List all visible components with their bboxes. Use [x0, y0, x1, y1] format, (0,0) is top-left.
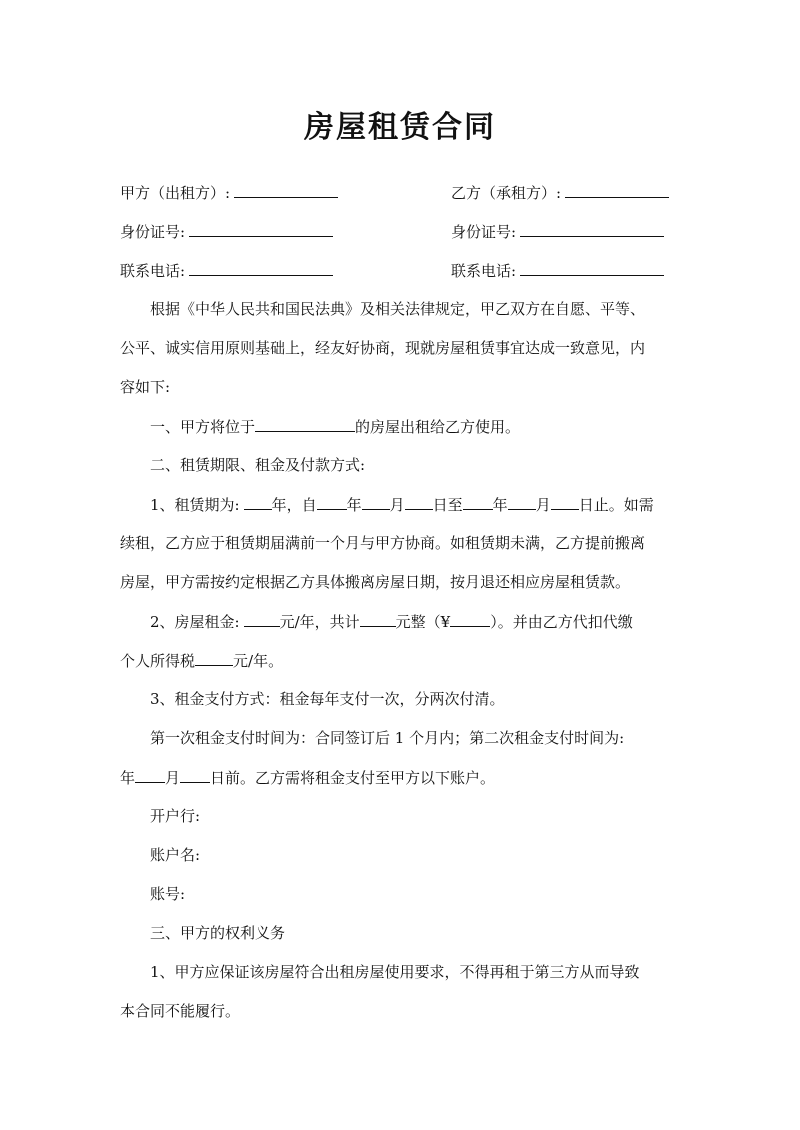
rent-total-text: 元整（¥: [395, 613, 451, 631]
party-a-phone-label: 联系电话:: [120, 262, 186, 280]
rent-line-2: [120, 649, 680, 672]
party-b-id-label: 身份证号:: [451, 223, 517, 241]
intro-line-3: 容如下:: [120, 378, 171, 396]
rent-per-year-text: 元/年，共计: [279, 613, 360, 631]
pay-day-text: 日前。乙方需将租金支付至甲方以下账户。: [210, 769, 496, 787]
party-b-blank[interactable]: [565, 181, 669, 198]
party-a-label: 甲方（出租方）:: [120, 184, 231, 202]
party-b-phone-row: [451, 259, 664, 282]
party-a-row: [120, 181, 338, 204]
start-day-text: 日至: [432, 496, 463, 514]
payment-line-2: 第一次租金支付时间为：合同签订后 1 个月内；第二次租金支付时间为:: [150, 729, 625, 747]
address-blank[interactable]: [255, 415, 355, 432]
clause-3-heading: 三、甲方的权利义务: [150, 924, 286, 942]
lease-term-line-3: 房屋，甲方需按约定根据乙方具体搬离房屋日期，按月退还相应房屋租赁款。: [120, 573, 631, 591]
end-day-text: 日止。如需: [578, 496, 654, 514]
account-number-label: 账号:: [150, 885, 186, 903]
bank-label: 开户行:: [150, 807, 201, 825]
start-month-blank[interactable]: [362, 493, 390, 510]
account-name-label: 账户名:: [150, 846, 201, 864]
clause-1: [120, 415, 710, 438]
rent-total-blank[interactable]: [360, 610, 396, 627]
start-day-blank[interactable]: [405, 493, 433, 510]
party-a-id-blank[interactable]: [189, 220, 333, 237]
term-years-blank[interactable]: [244, 493, 272, 510]
pay-month-blank[interactable]: [135, 766, 165, 783]
pay-day-blank[interactable]: [180, 766, 210, 783]
clause-2-heading: 二、租赁期限、租金及付款方式:: [150, 456, 366, 474]
party-b-id-row: [451, 220, 664, 243]
end-month-text: 月: [535, 496, 551, 514]
party-a-phone-row: [120, 259, 333, 282]
rent-per-year-blank[interactable]: [244, 610, 280, 627]
payment-line-1: 3、租金支付方式：租金每年支付一次，分两次付清。: [150, 690, 505, 708]
term-year-text: 年，自: [271, 496, 317, 514]
rent-label: 2、房屋租金:: [150, 613, 240, 631]
tax-blank[interactable]: [195, 649, 233, 666]
lease-term-line-1: [120, 493, 710, 516]
party-a-blank[interactable]: [234, 181, 338, 198]
end-year-blank[interactable]: [463, 493, 493, 510]
start-year-text: 年: [346, 496, 362, 514]
party-b-phone-blank[interactable]: [520, 259, 664, 276]
rent-line-1: [120, 610, 710, 633]
end-month-blank[interactable]: [508, 493, 536, 510]
party-a-id-row: [120, 220, 333, 243]
intro-line-2: 公平、诚实信用原则基础上，经友好协商，现就房屋租赁事宜达成一致意见，内: [120, 339, 646, 357]
party-b-label: 乙方（承租方）:: [451, 184, 562, 202]
rent-total-number-blank[interactable]: [450, 610, 490, 627]
clause-1-suffix: 的房屋出租给乙方使用。: [355, 418, 521, 436]
party-a-id-label: 身份证号:: [120, 223, 186, 241]
lease-term-label: 1、租赁期为:: [150, 496, 240, 514]
clause-3-line-2: 本合同不能履行。: [120, 1002, 241, 1020]
end-day-blank[interactable]: [551, 493, 579, 510]
lease-term-line-2: 续租，乙方应于租赁期届满前一个月与甲方协商。如租赁期未满，乙方提前搬离: [120, 534, 646, 552]
clause-1-prefix: 一、甲方将位于: [150, 418, 256, 436]
tax-prefix: 个人所得税: [120, 652, 196, 670]
pay-year-text: 年: [120, 769, 136, 787]
page-title: 房屋租赁合同: [304, 110, 496, 145]
end-year-text: 年: [492, 496, 508, 514]
start-year-blank[interactable]: [317, 493, 347, 510]
intro-line-1: 根据《中华人民共和国民法典》及相关法律规定，甲乙双方在自愿、平等、: [150, 300, 646, 318]
pay-month-text: 月: [165, 769, 181, 787]
payment-line-3: [120, 766, 680, 789]
party-a-phone-blank[interactable]: [189, 259, 333, 276]
party-b-row: [451, 181, 669, 204]
rent-tail-text: ）。并由乙方代扣代缴: [490, 613, 633, 631]
start-month-text: 月: [389, 496, 405, 514]
party-b-phone-label: 联系电话:: [451, 262, 517, 280]
party-b-id-blank[interactable]: [520, 220, 664, 237]
clause-3-line-1: 1、甲方应保证该房屋符合出租房屋使用要求，不得再租于第三方从而导致: [150, 963, 640, 981]
tax-suffix: 元/年。: [233, 652, 284, 670]
